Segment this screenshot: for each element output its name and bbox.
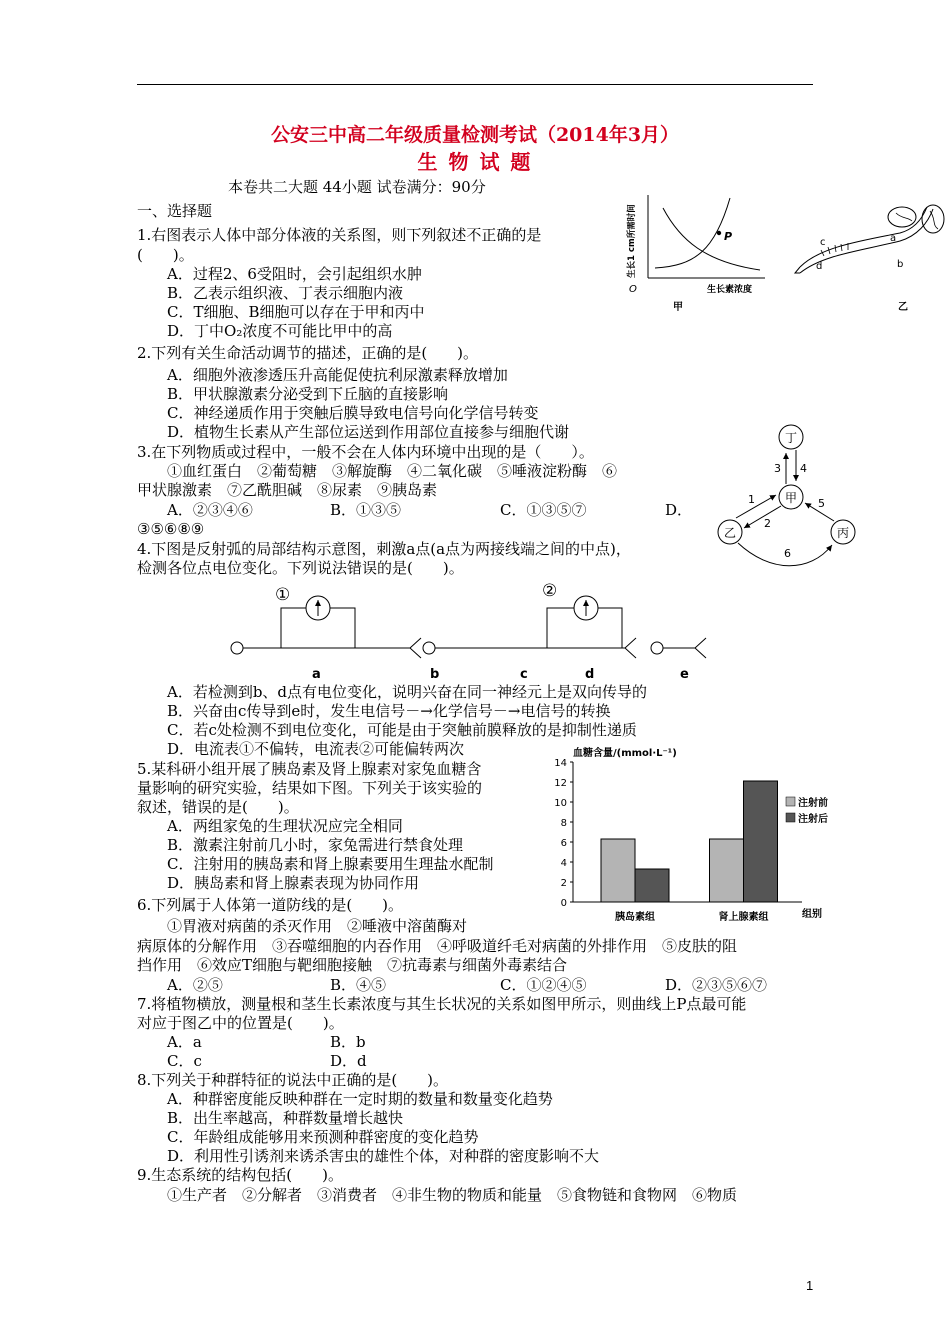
synapse-3 bbox=[695, 638, 706, 658]
page-number: 1 bbox=[806, 1278, 814, 1293]
reflex-arc-diagram bbox=[225, 578, 720, 683]
arrow-1-label: 1 bbox=[748, 493, 755, 506]
q2-option-d: D．植物生长素从产生部位运送到作用部位直接参与细胞代谢 bbox=[167, 423, 570, 441]
q7-stem-cont: 对应于图乙中的位置是( )。 bbox=[137, 1014, 344, 1032]
plant-label-a: a bbox=[890, 233, 897, 244]
q4-stem-cont: 检测各位点电位变化。下列说法错误的是( )。 bbox=[137, 559, 464, 577]
plant-label-b: b bbox=[897, 259, 904, 270]
auxin-curve-root bbox=[663, 208, 760, 270]
q7-option-b: B．b bbox=[330, 1033, 366, 1051]
q2-stem: 2.下列有关生命活动调节的描述，正确的是( )。 bbox=[137, 344, 479, 362]
arrow-2 bbox=[744, 506, 781, 528]
q6-option-c: C．①②④⑤ bbox=[500, 976, 587, 994]
bar-1-0 bbox=[710, 839, 744, 902]
y-tick-label: 12 bbox=[554, 778, 567, 789]
node-ding-label: 丁 bbox=[785, 431, 798, 445]
bar-0-0 bbox=[601, 839, 635, 902]
q1-stem-cont: ( )。 bbox=[137, 246, 194, 264]
auxin-origin: O bbox=[629, 284, 637, 295]
header-rule bbox=[137, 84, 813, 85]
q4-option-b: B．兴奋由c传导到e时，发生电信号－→化学信号－→电信号的转换 bbox=[167, 702, 611, 720]
node-yi-label: 乙 bbox=[724, 526, 737, 540]
arrow-4-label: 4 bbox=[800, 462, 807, 475]
q1-stem: 1.右图表示人体中部分体液的关系图，则下列叙述不正确的是 bbox=[137, 226, 542, 244]
plant-root-tip bbox=[795, 267, 800, 273]
q8-option-b: B．出生率越高，种群数量增长越快 bbox=[167, 1109, 404, 1127]
q6-items: ①胃液对病菌的杀灭作用 ②唾液中溶菌酶对 bbox=[167, 917, 468, 935]
bar-0-1 bbox=[635, 869, 669, 902]
neuron-1-body bbox=[231, 642, 243, 654]
legend-label: 注射前 bbox=[798, 798, 828, 809]
q6-items-cont: 病原体的分解作用 ③吞噬细胞的内吞作用 ④呼吸道纤毛对病菌的外排作用 ⑤皮肤的阻 bbox=[137, 937, 738, 955]
q3-option-b: B．①③⑤ bbox=[330, 501, 402, 519]
plant-figure bbox=[790, 195, 950, 320]
q6-items-cont2: 挡作用 ⑥效应T细胞与靶细胞接触 ⑦抗毒素与细菌外毒素结合 bbox=[137, 956, 568, 974]
q7-option-d: D．d bbox=[330, 1052, 367, 1070]
y-tick-label: 10 bbox=[554, 798, 567, 809]
q9-items: ①生产者 ②分解者 ③消费者 ④非生物的物质和能量 ⑤食物链和食物网 ⑥物质 bbox=[167, 1186, 738, 1204]
neuron-2-body bbox=[423, 642, 435, 654]
q6-option-d: D．②③⑤⑥⑦ bbox=[665, 976, 768, 994]
x-category-label: 胰岛素组 bbox=[615, 912, 655, 923]
q1-option-b: B．乙表示组织液、丁表示细胞内液 bbox=[167, 284, 404, 302]
plant-label-c: c bbox=[820, 237, 826, 248]
q5-stem: 5.某科研小组开展了胰岛素及肾上腺素对家兔血糖含 bbox=[137, 760, 482, 778]
exam-meta: 本卷共二大题 44小题 试卷满分：90分 bbox=[228, 178, 486, 196]
q2-option-b: B．甲状腺激素分泌受到下丘脑的直接影响 bbox=[167, 385, 449, 403]
q5-option-c: C．注射用的胰岛素和肾上腺素要用生理盐水配制 bbox=[167, 855, 494, 873]
legend-swatch bbox=[786, 797, 795, 806]
auxin-caption: 甲 bbox=[673, 302, 683, 313]
body-fluid-diagram bbox=[700, 415, 880, 580]
chart-y-label: 血糖含量/(mmol·L⁻¹) bbox=[573, 748, 677, 759]
node-bing-label: 丙 bbox=[837, 526, 850, 540]
exam-subtitle: 生 物 试 题 bbox=[417, 150, 533, 174]
auxin-y-label: 生长1 cm所需时间 bbox=[627, 204, 637, 278]
point-d-label: d bbox=[585, 667, 595, 682]
point-e-label: e bbox=[680, 667, 689, 682]
meter-2-label: ② bbox=[542, 581, 558, 601]
synapse-2 bbox=[625, 638, 636, 658]
q6-option-b: B．④⑤ bbox=[330, 976, 387, 994]
auxin-p-label: P bbox=[724, 230, 733, 243]
q5-option-b: B．激素注射前几小时，家兔需进行禁食处理 bbox=[167, 836, 464, 854]
exam-title: 公安三中高二年级质量检测考试（2014年3月） bbox=[270, 124, 680, 146]
q3-stem: 3.在下列物质或过程中，一般不会在人体内环境中出现的是（ ）。 bbox=[137, 443, 594, 461]
q3-option-a: A．②③④⑥ bbox=[167, 501, 253, 519]
q3-option-c: C．①③⑤⑦ bbox=[500, 501, 587, 519]
node-jia-label: 甲 bbox=[785, 491, 798, 505]
arrow-3-label: 3 bbox=[774, 462, 781, 475]
y-tick-label: 4 bbox=[560, 858, 567, 869]
q1-option-d: D．丁中O₂浓度不可能比甲中的高 bbox=[167, 322, 393, 340]
q3-items: ①血红蛋白 ②葡萄糖 ③解旋酶 ④二氧化碳 ⑤唾液淀粉酶 ⑥ bbox=[167, 462, 618, 480]
q1-option-a: A．过程2、6受阻时，会引起组织水肿 bbox=[167, 265, 422, 283]
auxin-x-label: 生长素浓度 bbox=[707, 285, 753, 295]
q7-option-c: C．c bbox=[167, 1052, 202, 1070]
y-tick-label: 14 bbox=[554, 758, 567, 769]
q8-option-d: D．利用性引诱剂来诱杀害虫的雄性个体，对种群的密度影响不大 bbox=[167, 1147, 600, 1165]
point-a-label: a bbox=[312, 667, 321, 682]
q4-option-d: D．电流表①不偏转，电流表②可能偏转两次 bbox=[167, 740, 465, 758]
q6-option-a: A．②⑤ bbox=[167, 976, 223, 994]
q5-option-d: D．胰岛素和肾上腺素表现为协同作用 bbox=[167, 874, 420, 892]
legend-label: 注射后 bbox=[798, 814, 828, 825]
auxin-curve-figure bbox=[615, 180, 785, 320]
blood-glucose-chart bbox=[540, 742, 830, 927]
point-c-label: c bbox=[520, 667, 528, 682]
x-category-label: 肾上腺素组 bbox=[718, 912, 769, 923]
q2-option-a: A．细胞外液渗透压升高能促使抗利尿激素释放增加 bbox=[167, 366, 508, 384]
q8-stem: 8.下列关于种群特征的说法中正确的是( )。 bbox=[137, 1071, 449, 1089]
synapse-1 bbox=[410, 638, 421, 658]
bar-1-1 bbox=[744, 781, 778, 902]
plant-label-d: d bbox=[816, 261, 823, 272]
meter-1-label: ① bbox=[275, 585, 291, 605]
y-tick-label: 0 bbox=[560, 898, 567, 909]
neuron-3-body bbox=[651, 642, 663, 654]
q6-stem: 6.下列属于人体第一道防线的是( )。 bbox=[137, 896, 404, 914]
auxin-point-p bbox=[717, 231, 721, 235]
q5-stem-cont: 量影响的研究实验，结果如下图。下列关于该实验的 bbox=[137, 779, 483, 797]
q9-stem: 9.生态系统的结构包括( )。 bbox=[137, 1166, 344, 1184]
q1-option-c: C．T细胞、B细胞可以存在于甲和丙中 bbox=[167, 303, 425, 321]
chart-x-label: 组别 bbox=[802, 909, 822, 920]
q3-items-cont: 甲状腺激素 ⑦乙酰胆碱 ⑧尿素 ⑨胰岛素 bbox=[137, 481, 438, 499]
arrow-6-label: 6 bbox=[784, 547, 791, 560]
point-b-label: b bbox=[430, 667, 440, 682]
q3-option-d: D． bbox=[665, 501, 693, 519]
q7-stem: 7.将植物横放，测量根和茎生长素浓度与其生长状况的关系如图甲所示，则曲线上P点最可能 bbox=[137, 995, 747, 1013]
q5-option-a: A．两组家兔的生理状况应完全相同 bbox=[167, 817, 403, 835]
y-tick-label: 8 bbox=[560, 818, 567, 829]
q4-option-c: C．若c处检测不到电位变化，可能是由于突触前膜释放的是抑制性递质 bbox=[167, 721, 637, 739]
q7-option-a: A．a bbox=[167, 1033, 202, 1051]
q4-stem: 4.下图是反射弧的局部结构示意图，刺激a点(a点为两接线端之间的中点)， bbox=[137, 540, 631, 558]
y-tick-label: 6 bbox=[560, 838, 567, 849]
q8-option-a: A．种群密度能反映种群在一定时期的数量和数量变化趋势 bbox=[167, 1090, 553, 1108]
y-tick-label: 2 bbox=[560, 878, 567, 889]
section-heading: 一、选择题 bbox=[137, 202, 213, 220]
q5-stem-cont2: 叙述，错误的是( )。 bbox=[137, 798, 299, 816]
arrow-2-label: 2 bbox=[764, 517, 771, 530]
arrow-5-label: 5 bbox=[818, 497, 825, 510]
q2-option-c: C．神经递质作用于突触后膜导致电信号向化学信号转变 bbox=[167, 404, 539, 422]
q4-option-a: A．若检测到b、d点有电位变化，说明兴奋在同一神经元上是双向传导的 bbox=[167, 683, 648, 701]
legend-swatch bbox=[786, 813, 795, 822]
plant-caption: 乙 bbox=[898, 302, 908, 313]
q8-option-c: C．年龄组成能够用来预测种群密度的变化趋势 bbox=[167, 1128, 479, 1146]
q3-option-d-cont: ③⑤⑥⑧⑨ bbox=[137, 520, 205, 538]
arrow-1 bbox=[736, 495, 776, 518]
